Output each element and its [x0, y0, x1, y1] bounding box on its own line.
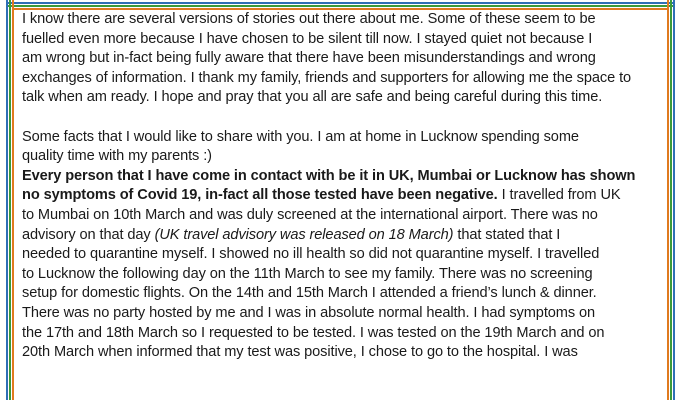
- statement-body: [22, 10, 662, 363]
- text-line: I know there are several versions of stories out there about me. Some of these seem to be: [22, 11, 596, 27]
- border-left-blue: [6, 0, 8, 400]
- paragraph-intro: [22, 10, 662, 108]
- border-right-blue: [673, 0, 675, 400]
- border-top-blue: [6, 2, 675, 4]
- text-line: to Lucknow the following day on the 11th March to see my family. There was no screening: [22, 265, 593, 282]
- text-line: There was no party hosted by me and I was in absolute normal health. I had symptoms on: [22, 304, 596, 321]
- paragraph-facts: [22, 128, 662, 167]
- text-line: setup for domestic flights. On the 14th and 15th March I attended a friend’s lunch & dinner.: [22, 285, 597, 302]
- bold-statement-line: Every person that I have come in contact with be it in UK, Mumbai or Lucknow has shown: [22, 167, 636, 184]
- text-line: needed to quarantine myself. I showed no ill health so did not quarantine myself. I travelled: [22, 246, 600, 263]
- border-left-green: [9, 0, 11, 400]
- bold-statement-line: no symptoms of Covid 19, in-fact all those tested have been negative.: [22, 187, 498, 204]
- text-line: quality time with my parents :): [22, 148, 212, 165]
- text-span: advisory on that day: [22, 226, 155, 243]
- border-left-orange: [12, 0, 14, 400]
- text-line: fuelled even more because I have chosen to be silent till now. I stayed quiet not because I: [22, 30, 593, 47]
- text-span: that stated that I: [453, 226, 561, 243]
- text-line: the 17th and 18th March so I requested to be tested. I was tested on the 19th March and on: [22, 324, 605, 341]
- paragraph-timeline: [22, 167, 662, 363]
- paragraph-gap: [22, 108, 662, 128]
- text-span: I travelled from UK: [497, 187, 621, 204]
- text-line: exchanges of information. I thank my family, friends and supporters for allowing me the space to: [22, 69, 632, 86]
- text-line: [22, 226, 662, 246]
- text-line: talk when am ready. I hope and pray that you all are safe and being careful during this time.: [22, 89, 603, 106]
- border-top-green: [6, 5, 675, 7]
- text-line: to Mumbai on 10th March and was duly screened at the international airport. There was no: [22, 206, 598, 223]
- text-line: Some facts that I would like to share with you. I am at home in Lucknow spending some: [22, 128, 579, 145]
- text-line: [22, 186, 662, 206]
- text-line: am wrong but in-fact being fully aware that there have been misunderstandings and wrong: [22, 50, 596, 67]
- border-right-green: [670, 0, 672, 400]
- italic-advisory-note: (UK travel advisory was released on 18 March): [154, 226, 454, 243]
- border-right-orange: [667, 0, 669, 400]
- text-line: 20th March when informed that my test was positive, I chose to go to the hospital. I was: [22, 344, 578, 361]
